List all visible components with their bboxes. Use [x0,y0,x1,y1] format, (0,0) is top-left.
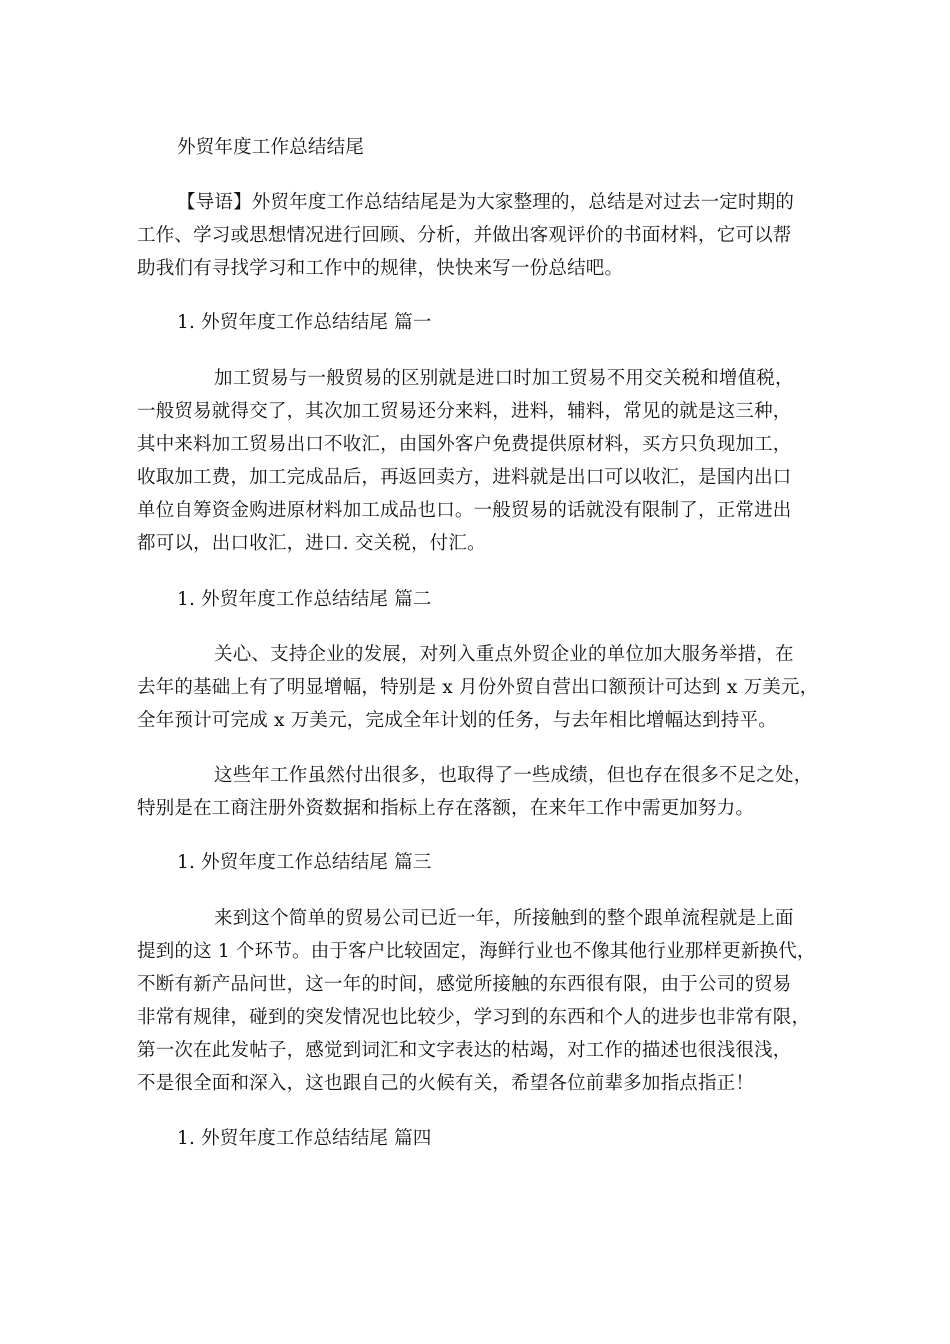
paragraph-line: 这些年工作虽然付出很多，也取得了一些成绩，但也存在很多不足之处， [214,765,813,786]
paragraph-line: 单位自筹资金购进原材料加工成品也口。一般贸易的话就没有限制了，正常进出 [137,500,792,521]
intro-line: 助我们有寻找学习和工作中的规律，快快来写一份总结吧。 [137,258,624,279]
paragraph-line: 来到这个简单的贸易公司已近一年，所接触到的整个跟单流程就是上面 [214,908,794,929]
intro-line: 工作、学习或思想情况进行回顾、分析，并做出客观评价的书面材料，它可以帮 [137,225,792,246]
section-heading: 1. 外贸年度工作总结结尾 篇四 [177,1128,432,1149]
section-heading: 1. 外贸年度工作总结结尾 篇三 [177,852,432,873]
paragraph-line: 第一次在此发帖子，感觉到词汇和文字表达的枯竭，对工作的描述也很浅很浅， [137,1040,792,1061]
paragraph-line: 不是很全面和深入，这也跟自己的火候有关，希望各位前辈多加指点指正！ [137,1073,755,1094]
intro-line: 【导语】外贸年度工作总结结尾是为大家整理的，总结是对过去一定时期的 [177,192,795,213]
paragraph-line: 其中来料加工贸易出口不收汇，由国外客户免费提供原材料，买方只负现加工， [137,434,792,455]
paragraph-line: 提到的这 1 个环节。由于客户比较固定，海鲜行业也不像其他行业那样更新换代， [137,941,816,962]
paragraph-line: 关心、支持企业的发展，对列入重点外贸企业的单位加大服务举措，在 [214,644,794,665]
paragraph-line: 加工贸易与一般贸易的区别就是进口时加工贸易不用交关税和增值税， [214,368,794,389]
paragraph-line: 一般贸易就得交了，其次加工贸易还分来料，进料，辅料，常见的就是这三种， [137,401,792,422]
paragraph-line: 都可以，出口收汇，进口. 交关税，付汇。 [137,533,486,554]
paragraph-line: 非常有规律，碰到的突发情况也比较少，学习到的东西和个人的进步也非常有限， [137,1007,811,1028]
section-heading: 1. 外贸年度工作总结结尾 篇二 [177,589,432,610]
section-heading: 1. 外贸年度工作总结结尾 篇一 [177,312,432,333]
paragraph-line: 收取加工费，加工完成品后，再返回卖方，进料就是出口可以收汇，是国内出口 [137,467,792,488]
paragraph-line: 全年预计可完成 x 万美元，完成全年计划的任务，与去年相比增幅达到持平。 [137,710,777,731]
paragraph-line: 不断有新产品问世，这一年的时间，感觉所接触的东西很有限，由于公司的贸易 [137,974,792,995]
paragraph-line: 去年的基础上有了明显增幅，特别是 x 月份外贸自营出口额预计可达到 x 万美元， [137,677,819,698]
document-title: 外贸年度工作总结结尾 [177,137,365,158]
paragraph-line: 特别是在工商注册外资数据和指标上存在落额，在来年工作中需更加努力。 [137,798,755,819]
